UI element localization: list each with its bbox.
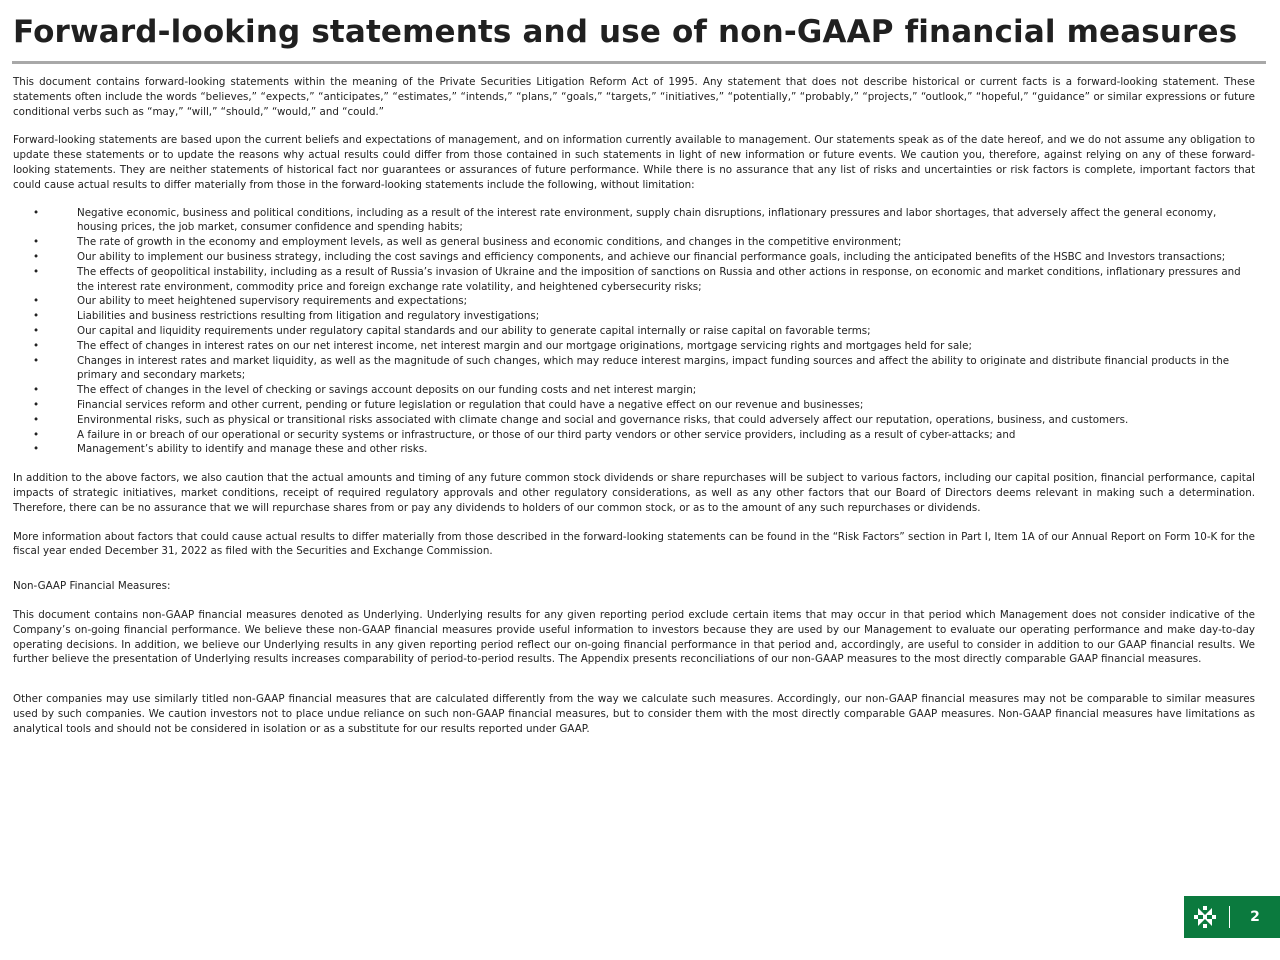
list-item: • The effects of geopolitical instability, including as a result of Russia’s invasion of Ukraine and the imposition of sanctions on Russia and other actions in response, on economic and market conditions, inflationary pressures and the interest rate environment, commodity price and foreign exchange rate volatility, and heightened cybersecurity risks; (13, 265, 1255, 295)
list-item: • The rate of growth in the economy and employment levels, as well as general business and economic conditions, and changes in the competitive environment; (13, 235, 1255, 250)
page-title: Forward-looking statements and use of non-GAAP financial measures (13, 14, 1238, 50)
list-item: • The effect of changes in interest rates on our net interest income, net interest margin and our mortgage originations, mortgage servicing rights and mortgages held for sale; (13, 339, 1255, 354)
list-item: • Our ability to meet heightened supervisory requirements and expectations; (13, 294, 1255, 309)
non-gaap-heading: Non-GAAP Financial Measures: (13, 580, 171, 593)
list-item: • Changes in interest rates and market liquidity, as well as the magnitude of such changes, which may reduce interest margins, impact funding sources and affect the ability to originate and distribute financial products in the primary and secondary markets; (13, 354, 1255, 384)
non-gaap-paragraph-1: This document contains non-GAAP financial measures denoted as Underlying. Underlying results for any given reporting period exclude certain items that may occur in that period which Management does not consider indicative of the Company’s on-going financial performance. We believe these non-GAAP financial measures provide useful information to investors because they are used by our Management to evaluate our operating performance and make day-to-day operating decisions. In addition, we believe our Underlying results in any given reporting period reflect our on-going financial performance in that period and, accordingly, are useful to consider in addition to our GAAP financial results. We further believe the presentation of Underlying results increases comparability of period-to-period results. The Appendix presents reconciliations of our non-GAAP measures to the most directly comparable GAAP financial measures. (13, 608, 1255, 666)
list-item: • Negative economic, business and political conditions, including as a result of the interest rate environment, supply chain disruptions, inflationary pressures and labor shortages, that adversely affect the general economy, housing prices, the job market, consumer confidence and spending habits; (13, 206, 1255, 236)
list-item: • Environmental risks, such as physical or transitional risks associated with climate change and social and governance risks, that could adversely affect our reputation, operations, business, and customers. (13, 413, 1255, 428)
document-body (13, 75, 1255, 736)
list-item: • Our ability to implement our business strategy, including the cost savings and efficiency components, and achieve our financial performance goals, including the anticipated benefits of the HSBC and Investors transactions; (13, 250, 1255, 265)
closing-paragraph-2: More information about factors that could cause actual results to differ materially from those described in the forward-looking statements can be found in the “Risk Factors” section in Part I, Item 1A of our Annual Report on Form 10-K for the fiscal year ended December 31, 2022 as filed with the Securities and Exchange Commission. (13, 530, 1255, 558)
badge-divider (1229, 906, 1230, 928)
list-item: • Liabilities and business restrictions resulting from litigation and regulatory investigations; (13, 309, 1255, 324)
list-item: • Management’s ability to identify and manage these and other risks. (13, 442, 1255, 457)
intro-paragraph-2: Forward-looking statements are based upon the current beliefs and expectations of management, and on information currently available to management. Our statements speak as of the date hereof, and we do not assume any obligation to update these statements or to update the reasons why actual results could differ from those contained in such statements in light of new information or future events. We caution you, therefore, against relying on any of these forward-looking statements. They are neither statements of historical fact nor guarantees or assurances of future performance. While there is no assurance that any list of risks and uncertainties or risk factors is complete, important factors that could cause actual results to differ materially from those in the forward-looking statements include the following, without limitation: (13, 134, 1255, 191)
list-item: • Financial services reform and other current, pending or future legislation or regulation that could have a negative effect on our revenue and businesses; (13, 398, 1255, 413)
closing-paragraph-1: In addition to the above factors, we also caution that the actual amounts and timing of any future common stock dividends or share repurchases will be subject to various factors, including our capital position, financial performance, capital impacts of strategic initiatives, market conditions, receipt of required regulatory approvals and other regulatory considerations, as well as any other factors that our Board of Directors deems relevant in making such a determination. Therefore, there can be no assurance that we will repurchase shares from or pay any dividends to holders of our common stock, or as to the amount of any such repurchases or dividends. (13, 472, 1255, 514)
non-gaap-paragraph-2: Other companies may use similarly titled non-GAAP financial measures that are calculated differently from the way we calculate such measures. Accordingly, our non-GAAP financial measures may not be comparable to similar measures used by such companies. We caution investors not to place undue reliance on such non-GAAP financial measures, but to consider them with the most directly comparable GAAP measures. Non-GAAP financial measures have limitations as analytical tools and should not be considered in isolation or as a substitute for our results reported under GAAP. (13, 693, 1255, 735)
intro-paragraph-1: This document contains forward-looking statements within the meaning of the Private Securities Litigation Reform Act of 1995. Any statement that does not describe historical or current facts is a forward-looking statement. These statements often include the words “believes,” “expects,” “anticipates,” “estimates,” “intends,” “plans,” “goals,” “targets,” “initiatives,” “potentially,” “probably,” “projects,” “outlook,” “hopeful,” “guidance” or similar expressions or future conditional verbs such as “may,” “will,” “should,” “would,” and “could.” (13, 76, 1255, 118)
risk-factors-list (13, 206, 1255, 458)
page-number-badge (1184, 896, 1280, 938)
list-item: • Our capital and liquidity requirements under regulatory capital standards and our ability to generate capital internally or raise capital on favorable terms; (13, 324, 1255, 339)
title-divider (12, 61, 1266, 64)
page-number: 2 (1250, 909, 1260, 925)
brand-logo-icon (1194, 906, 1216, 928)
list-item: • The effect of changes in the level of checking or savings account deposits on our funding costs and net interest margin; (13, 383, 1255, 398)
list-item: • A failure in or breach of our operational or security systems or infrastructure, or those of our third party vendors or other service providers, including as a result of cyber-attacks; and (13, 428, 1255, 443)
